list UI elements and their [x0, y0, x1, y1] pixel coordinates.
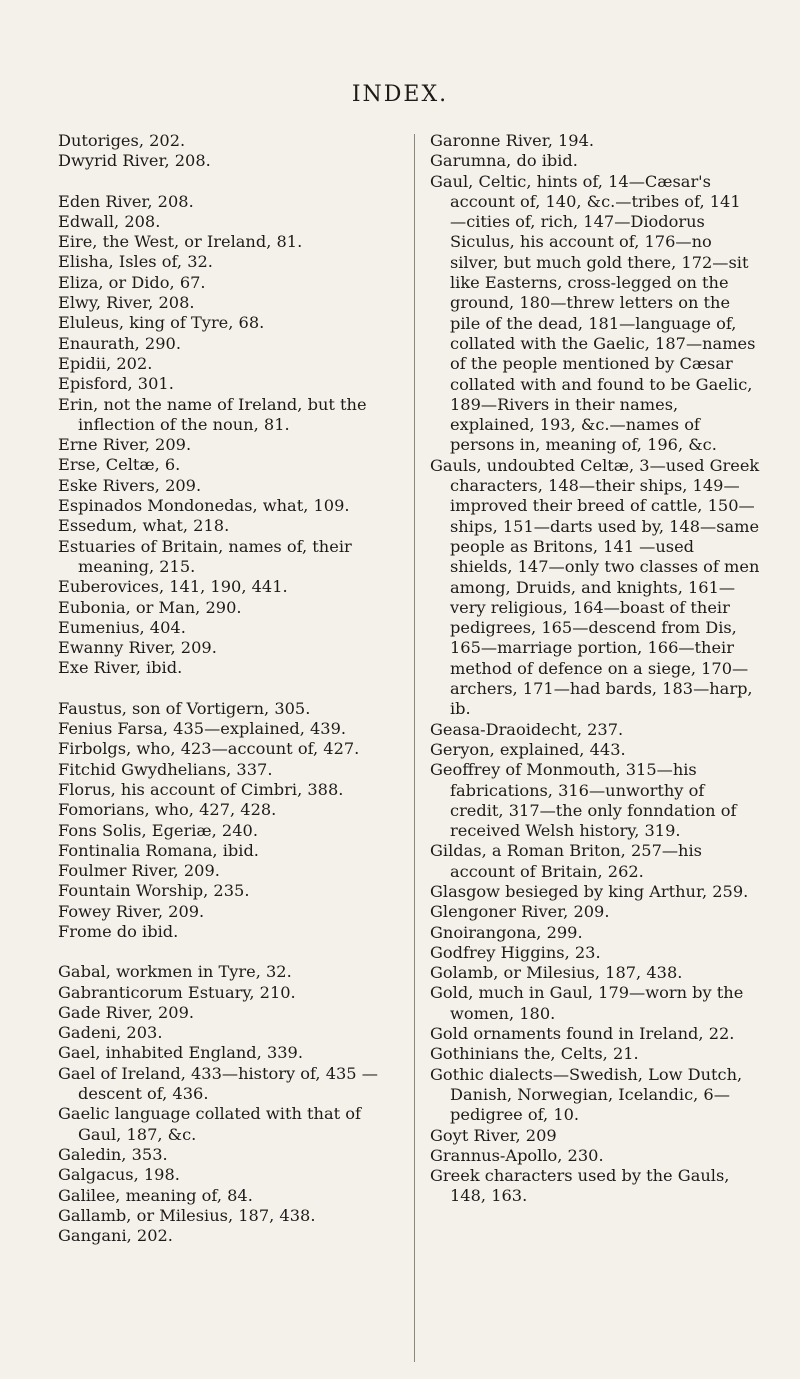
index-entry: Garonne River, 194. [430, 131, 595, 150]
index-entry: Eubonia, or Man, 290. [58, 597, 242, 617]
index-entry: Geoffrey of Monmouth, 315—his fabrications, 316—unworthy of credit, 317—the only fonndation of received Welsh history, 319. [430, 760, 737, 841]
index-entry: Eske Rivers, 209. [58, 475, 202, 495]
index-entry: Episford, 301. [58, 374, 174, 394]
index-entry: Galedin, 353. [58, 1144, 168, 1164]
index-entry: Gaul, Celtic, hints of, 14—Cæsar's account of, 140, &c.—tribes of, 141 —cities of, rich, 147—Diodorus Siculus, his account of, 176—no silver, but much gold there, 172—sit like Easterns, cross-legged on the ground, 180—threw letters on the pile of the dead, 181—language of, collated with the Gaelic, 187—names of the people mentioned by Cæsar collated with and found to be Gaelic, 189—Rivers in their names, explained, 193, &c.—names of persons in, meaning of, 196, &c. [430, 171, 756, 455]
index-entry: Firbolgs, who, 423—account of, 427. [58, 739, 360, 759]
index-entry: Gothic dialects—Swedish, Low Dutch, Danish, Norwegian, Icelandic, 6— pedigree of, 10. [430, 1064, 743, 1125]
index-entry: Gaelic language collated with that of Gaul, 187, &c. [58, 1104, 361, 1144]
index-entry: Godfrey Higgins, 23. [430, 942, 601, 962]
index-entry: Gauls, undoubted Celtæ, 3—used Greek characters, 148—their ships, 149—improved their breed of cattle, 150—ships, 151—darts used by, 148—same people as Britons, 141 —used shields, 147—only two classes of men among, Druids, and knights, 161—very religious, 164—boast of their pedigrees, 165—descend from Dis, 165—marriage portion, 166—their method of defence on a siege, 170—archers, 171—had bards, 183—harp, ib. [430, 455, 760, 719]
section-gap [58, 679, 388, 699]
index-entry: Geryon, explained, 443. [430, 739, 626, 759]
index-entry: Eliza, or Dido, 67. [58, 272, 206, 292]
index-entry: Fons Solis, Egeriæ, 240. [58, 820, 258, 840]
index-entry: Glengoner River, 209. [430, 902, 610, 922]
index-entry: Gael, inhabited England, 339. [58, 1043, 303, 1063]
index-entry: Faustus, son of Vortigern, 305. [58, 698, 311, 718]
index-entry: Fenius Farsa, 435—explained, 439. [58, 719, 347, 739]
index-entry: Gael of Ireland, 433—history of, 435 —descent of, 436. [58, 1063, 378, 1104]
index-entry: Euberovices, 141, 190, 441. [58, 577, 288, 597]
index-entry: Exe River, ibid. [58, 658, 183, 678]
index-entry: Gabranticorum Estuary, 210. [58, 982, 296, 1002]
index-entry: Gade River, 209. [58, 1002, 195, 1022]
index-entry: Dutoriges, 202. [58, 131, 186, 150]
index-entry: Dwyrid River, 208. [58, 151, 211, 171]
index-column-right [430, 131, 760, 1207]
index-entry: Fontinalia Romana, ibid. [58, 840, 259, 860]
index-entry: Edwall, 208. [58, 211, 161, 231]
index-entry: Essedum, what, 218. [58, 516, 230, 536]
index-entry: Eden River, 208. [58, 191, 194, 211]
index-entry: Galilee, meaning of, 84. [58, 1185, 253, 1205]
index-entry: Frome do ibid. [58, 921, 179, 941]
index-entry: Enaurath, 290. [58, 333, 181, 353]
index-entry: Gold ornaments found in Ireland, 22. [430, 1024, 735, 1044]
index-entry: Fitchid Gwydhelians, 337. [58, 759, 273, 779]
index-entry: Eluleus, king of Tyre, 68. [58, 313, 265, 333]
index-entry: Glasgow besieged by king Arthur, 259. [430, 881, 749, 901]
index-entry: Eumenius, 404. [58, 617, 186, 637]
index-entry: Epidii, 202. [58, 353, 153, 373]
index-entry: Erse, Celtæ, 6. [58, 455, 181, 475]
index-entry: Geasa-Draoidecht, 237. [430, 719, 624, 739]
index-entry: Foulmer River, 209. [58, 861, 220, 881]
index-entry: Golamb, or Milesius, 187, 438. [430, 963, 683, 983]
index-entry: Gadeni, 203. [58, 1023, 163, 1043]
section-gap [58, 942, 388, 962]
index-entry: Estuaries of Britain, names of, their meaning, 215. [58, 536, 352, 576]
page-header: INDEX. [351, 82, 449, 107]
index-entry: Goyt River, 209 [430, 1125, 557, 1145]
index-entry: Gold, much in Gaul, 179—worn by the women, 180. [430, 983, 744, 1023]
column-divider [414, 134, 415, 1362]
index-entry: Gnoirangona, 299. [430, 922, 583, 942]
index-entry: Fomorians, who, 427, 428. [58, 800, 277, 820]
index-entry: Elwy, River, 208. [58, 293, 195, 313]
index-entry: Gothinians the, Celts, 21. [430, 1044, 639, 1064]
index-entry: Florus, his account of Cimbri, 388. [58, 779, 344, 799]
index-entry: Espinados Mondonedas, what, 109. [58, 496, 350, 516]
index-column-left [58, 131, 388, 1246]
index-entry: Gallamb, or Milesius, 187, 438. [58, 1205, 316, 1225]
index-entry: Galgacus, 198. [58, 1165, 180, 1185]
index-entry: Erne River, 209. [58, 435, 192, 455]
index-entry: Garumna, do ibid. [430, 151, 578, 171]
index-entry: Fowey River, 209. [58, 901, 205, 921]
section-gap [58, 172, 388, 192]
index-entry: Fountain Worship, 235. [58, 881, 250, 901]
index-entry: Ewanny River, 209. [58, 638, 217, 658]
index-entry: Erin, not the name of Ireland, but the inflection of the noun, 81. [58, 394, 367, 434]
index-entry: Gangani, 202. [58, 1226, 173, 1246]
index-entry: Greek characters used by the Gauls, 148, 163. [430, 1166, 730, 1206]
index-entry: Grannus-Apollo, 230. [430, 1145, 604, 1165]
index-entry: Gildas, a Roman Briton, 257—his account of Britain, 262. [430, 841, 702, 881]
index-entry: Elisha, Isles of, 32. [58, 252, 213, 272]
index-entry: Gabal, workmen in Tyre, 32. [58, 962, 292, 982]
index-entry: Eire, the West, or Ireland, 81. [58, 232, 303, 252]
